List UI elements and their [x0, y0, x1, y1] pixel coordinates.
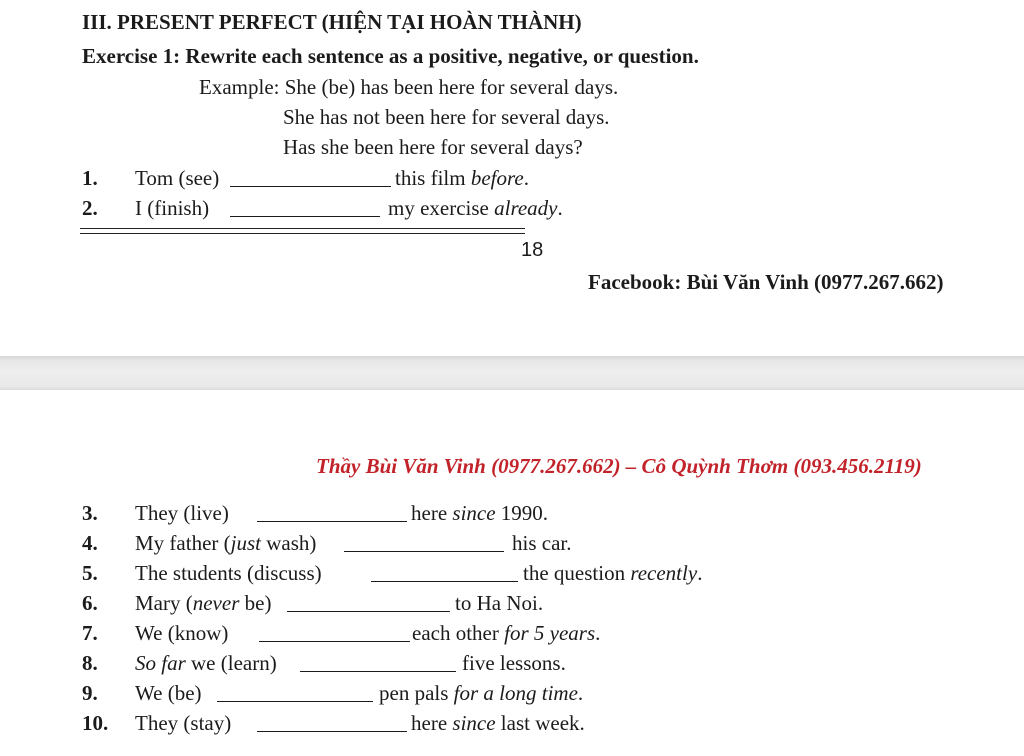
item-rest: to Ha Noi.	[455, 591, 544, 615]
item-rest: five lessons.	[462, 651, 566, 675]
page-top	[0, 0, 1024, 356]
answer-blank[interactable]	[230, 186, 391, 187]
item-rest: here since last week.	[411, 711, 585, 735]
item-subject: I (finish)	[135, 196, 210, 220]
item-rest: here since 1990.	[411, 501, 549, 525]
item-number: 9.	[82, 681, 98, 705]
teacher-header: Thầy Bùi Văn Vinh (0977.267.662) – Cô Quỳnh Thơm (093.456.2119)	[316, 454, 922, 478]
item-number: 1.	[82, 166, 98, 190]
footer-rule	[80, 233, 525, 234]
item-number: 4.	[82, 531, 98, 555]
item-number: 5.	[82, 561, 98, 585]
item-subject: We (be)	[135, 681, 202, 705]
answer-blank[interactable]	[217, 701, 373, 702]
item-rest: each other for 5 years.	[412, 621, 601, 645]
item-subject: Tom (see)	[135, 166, 220, 190]
example-line-1: Example: She (be) has been here for several days.	[199, 75, 619, 99]
answer-blank[interactable]	[344, 551, 504, 552]
item-number: 2.	[82, 196, 98, 220]
item-rest: my exercise already.	[388, 196, 563, 220]
item-number: 8.	[82, 651, 98, 675]
answer-blank[interactable]	[371, 581, 518, 582]
item-subject: Mary (never be)	[135, 591, 272, 615]
item-subject: They (stay)	[135, 711, 232, 735]
item-subject: They (live)	[135, 501, 229, 525]
item-subject: The students (discuss)	[135, 561, 322, 585]
item-rest: this film before.	[395, 166, 529, 190]
item-subject: We (know)	[135, 621, 229, 645]
answer-blank[interactable]	[257, 521, 407, 522]
item-subject: So far we (learn)	[135, 651, 277, 675]
item-rest: the question recently.	[523, 561, 703, 585]
answer-blank[interactable]	[259, 641, 410, 642]
item-subject: My father (just wash)	[135, 531, 317, 555]
item-rest: pen pals for a long time.	[379, 681, 584, 705]
exercise-title: Exercise 1: Rewrite each sentence as a positive, negative, or question.	[82, 44, 699, 68]
facebook-footer: Facebook: Bùi Văn Vinh (0977.267.662)	[588, 270, 944, 294]
answer-blank[interactable]	[287, 611, 450, 612]
footer-rule	[80, 228, 525, 229]
answer-blank[interactable]	[257, 731, 407, 732]
item-number: 10.	[82, 711, 109, 735]
item-number: 3.	[82, 501, 98, 525]
section-title: III. PRESENT PERFECT (HIỆN TẠI HOÀN THÀNH)	[82, 10, 582, 34]
page-number: 18	[521, 239, 544, 261]
item-number: 7.	[82, 621, 98, 645]
example-line-2: She has not been here for several days.	[283, 105, 610, 129]
example-line-3: Has she been here for several days?	[283, 135, 583, 159]
answer-blank[interactable]	[300, 671, 456, 672]
answer-blank[interactable]	[230, 216, 380, 217]
item-number: 6.	[82, 591, 98, 615]
item-rest: his car.	[512, 531, 572, 555]
page-bottom	[0, 390, 1024, 756]
page-gap	[0, 356, 1024, 390]
